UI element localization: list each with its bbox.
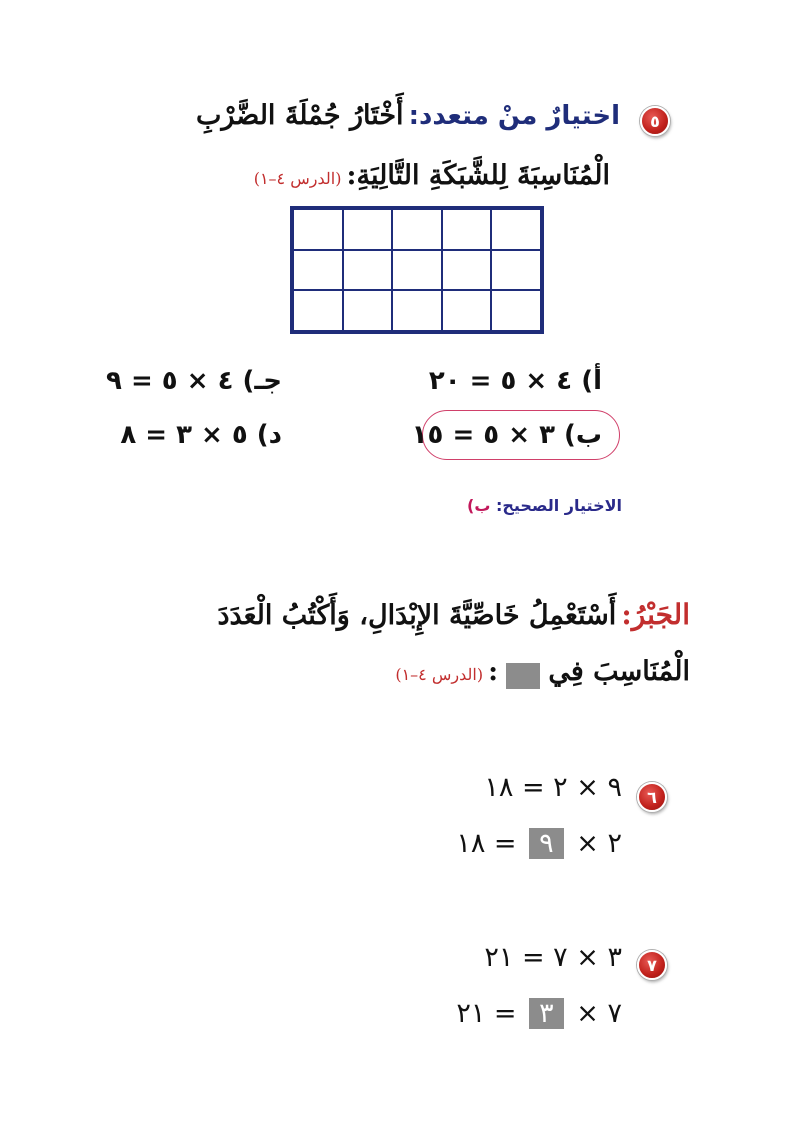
algebra-heading-line	[217, 598, 690, 631]
option-a[interactable]: أ) ٤ × ٥ = ٢٠	[428, 366, 602, 396]
grid-cell	[491, 209, 541, 250]
algebra-label: الجَبْرُ:	[621, 598, 690, 631]
question-number-badge	[640, 106, 670, 136]
option-b[interactable]: ب) ٣ × ٥ = ١٥	[411, 420, 602, 450]
q7-equation-2	[456, 998, 622, 1029]
correct-answer-line	[467, 496, 622, 515]
q6-equation-1: ٩ × ٢ = ١٨	[484, 772, 622, 803]
correct-answer-label: الاختيار الصحيح:	[495, 496, 622, 515]
question-number: ٦	[647, 787, 657, 807]
multiplication-grid	[290, 206, 544, 334]
grid-cell	[491, 250, 541, 291]
algebra-prompt-line1: أَسْتَعْمِلُ خَاصِّيَّةَ الإِبْدَالِ، وَأَكْتُبُ الْعَدَدَ	[217, 600, 617, 631]
algebra-prompt-line2-end: :	[488, 656, 499, 687]
q5-heading-line	[196, 100, 620, 131]
q7-answer-box[interactable]: ٣	[529, 998, 564, 1029]
grid-cell	[442, 250, 492, 291]
q5-lesson-ref: (الدرس ٤–١)	[253, 169, 342, 188]
q5-prompt-line2: الْمُنَاسِبَةَ لِلشَّبَكَةِ التَّالِيَةِ:	[346, 160, 610, 191]
q6-eq2-right: = ١٨	[456, 828, 517, 859]
grid-cell	[392, 290, 442, 331]
grid-cell	[392, 250, 442, 291]
q6-answer-box[interactable]: ٩	[529, 828, 564, 859]
blank-box-placeholder	[506, 663, 540, 689]
q5-prompt-line2-row	[254, 160, 610, 191]
option-c[interactable]: جـ) ٤ × ٥ = ٩	[106, 366, 282, 396]
grid-cell	[293, 250, 343, 291]
q6-equation-2	[456, 828, 622, 859]
grid-cell	[343, 250, 393, 291]
grid-cell	[343, 290, 393, 331]
question-number-badge	[637, 950, 667, 980]
grid-cell	[392, 209, 442, 250]
grid-cell	[343, 209, 393, 250]
grid-cell	[442, 290, 492, 331]
q7-equation-1: ٣ × ٧ = ٢١	[484, 942, 622, 973]
algebra-prompt-line2-row	[395, 656, 690, 689]
algebra-lesson-ref: (الدرس ٤–١)	[395, 665, 484, 684]
q5-prompt-line1: أَخْتَارُ جُمْلَةَ الضَّرْبِ	[195, 100, 404, 131]
algebra-prompt-line2-start: الْمُنَاسِبَ فِي	[548, 656, 690, 687]
option-d[interactable]: د) ٥ × ٣ = ٨	[120, 420, 282, 450]
grid-cell	[293, 290, 343, 331]
q7-eq2-right: = ٢١	[456, 998, 517, 1029]
question-number-badge	[637, 782, 667, 812]
q6-eq2-left: ٢ ×	[576, 828, 622, 859]
correct-answer-value: ب)	[467, 496, 491, 515]
question-number: ٥	[650, 111, 660, 131]
grid-cell	[491, 290, 541, 331]
question-number: ٧	[647, 955, 657, 975]
q5-label: اختيارٌ منْ متعدد:	[408, 101, 620, 131]
grid-cell	[442, 209, 492, 250]
q7-eq2-left: ٧ ×	[576, 998, 622, 1029]
grid-cell	[293, 209, 343, 250]
